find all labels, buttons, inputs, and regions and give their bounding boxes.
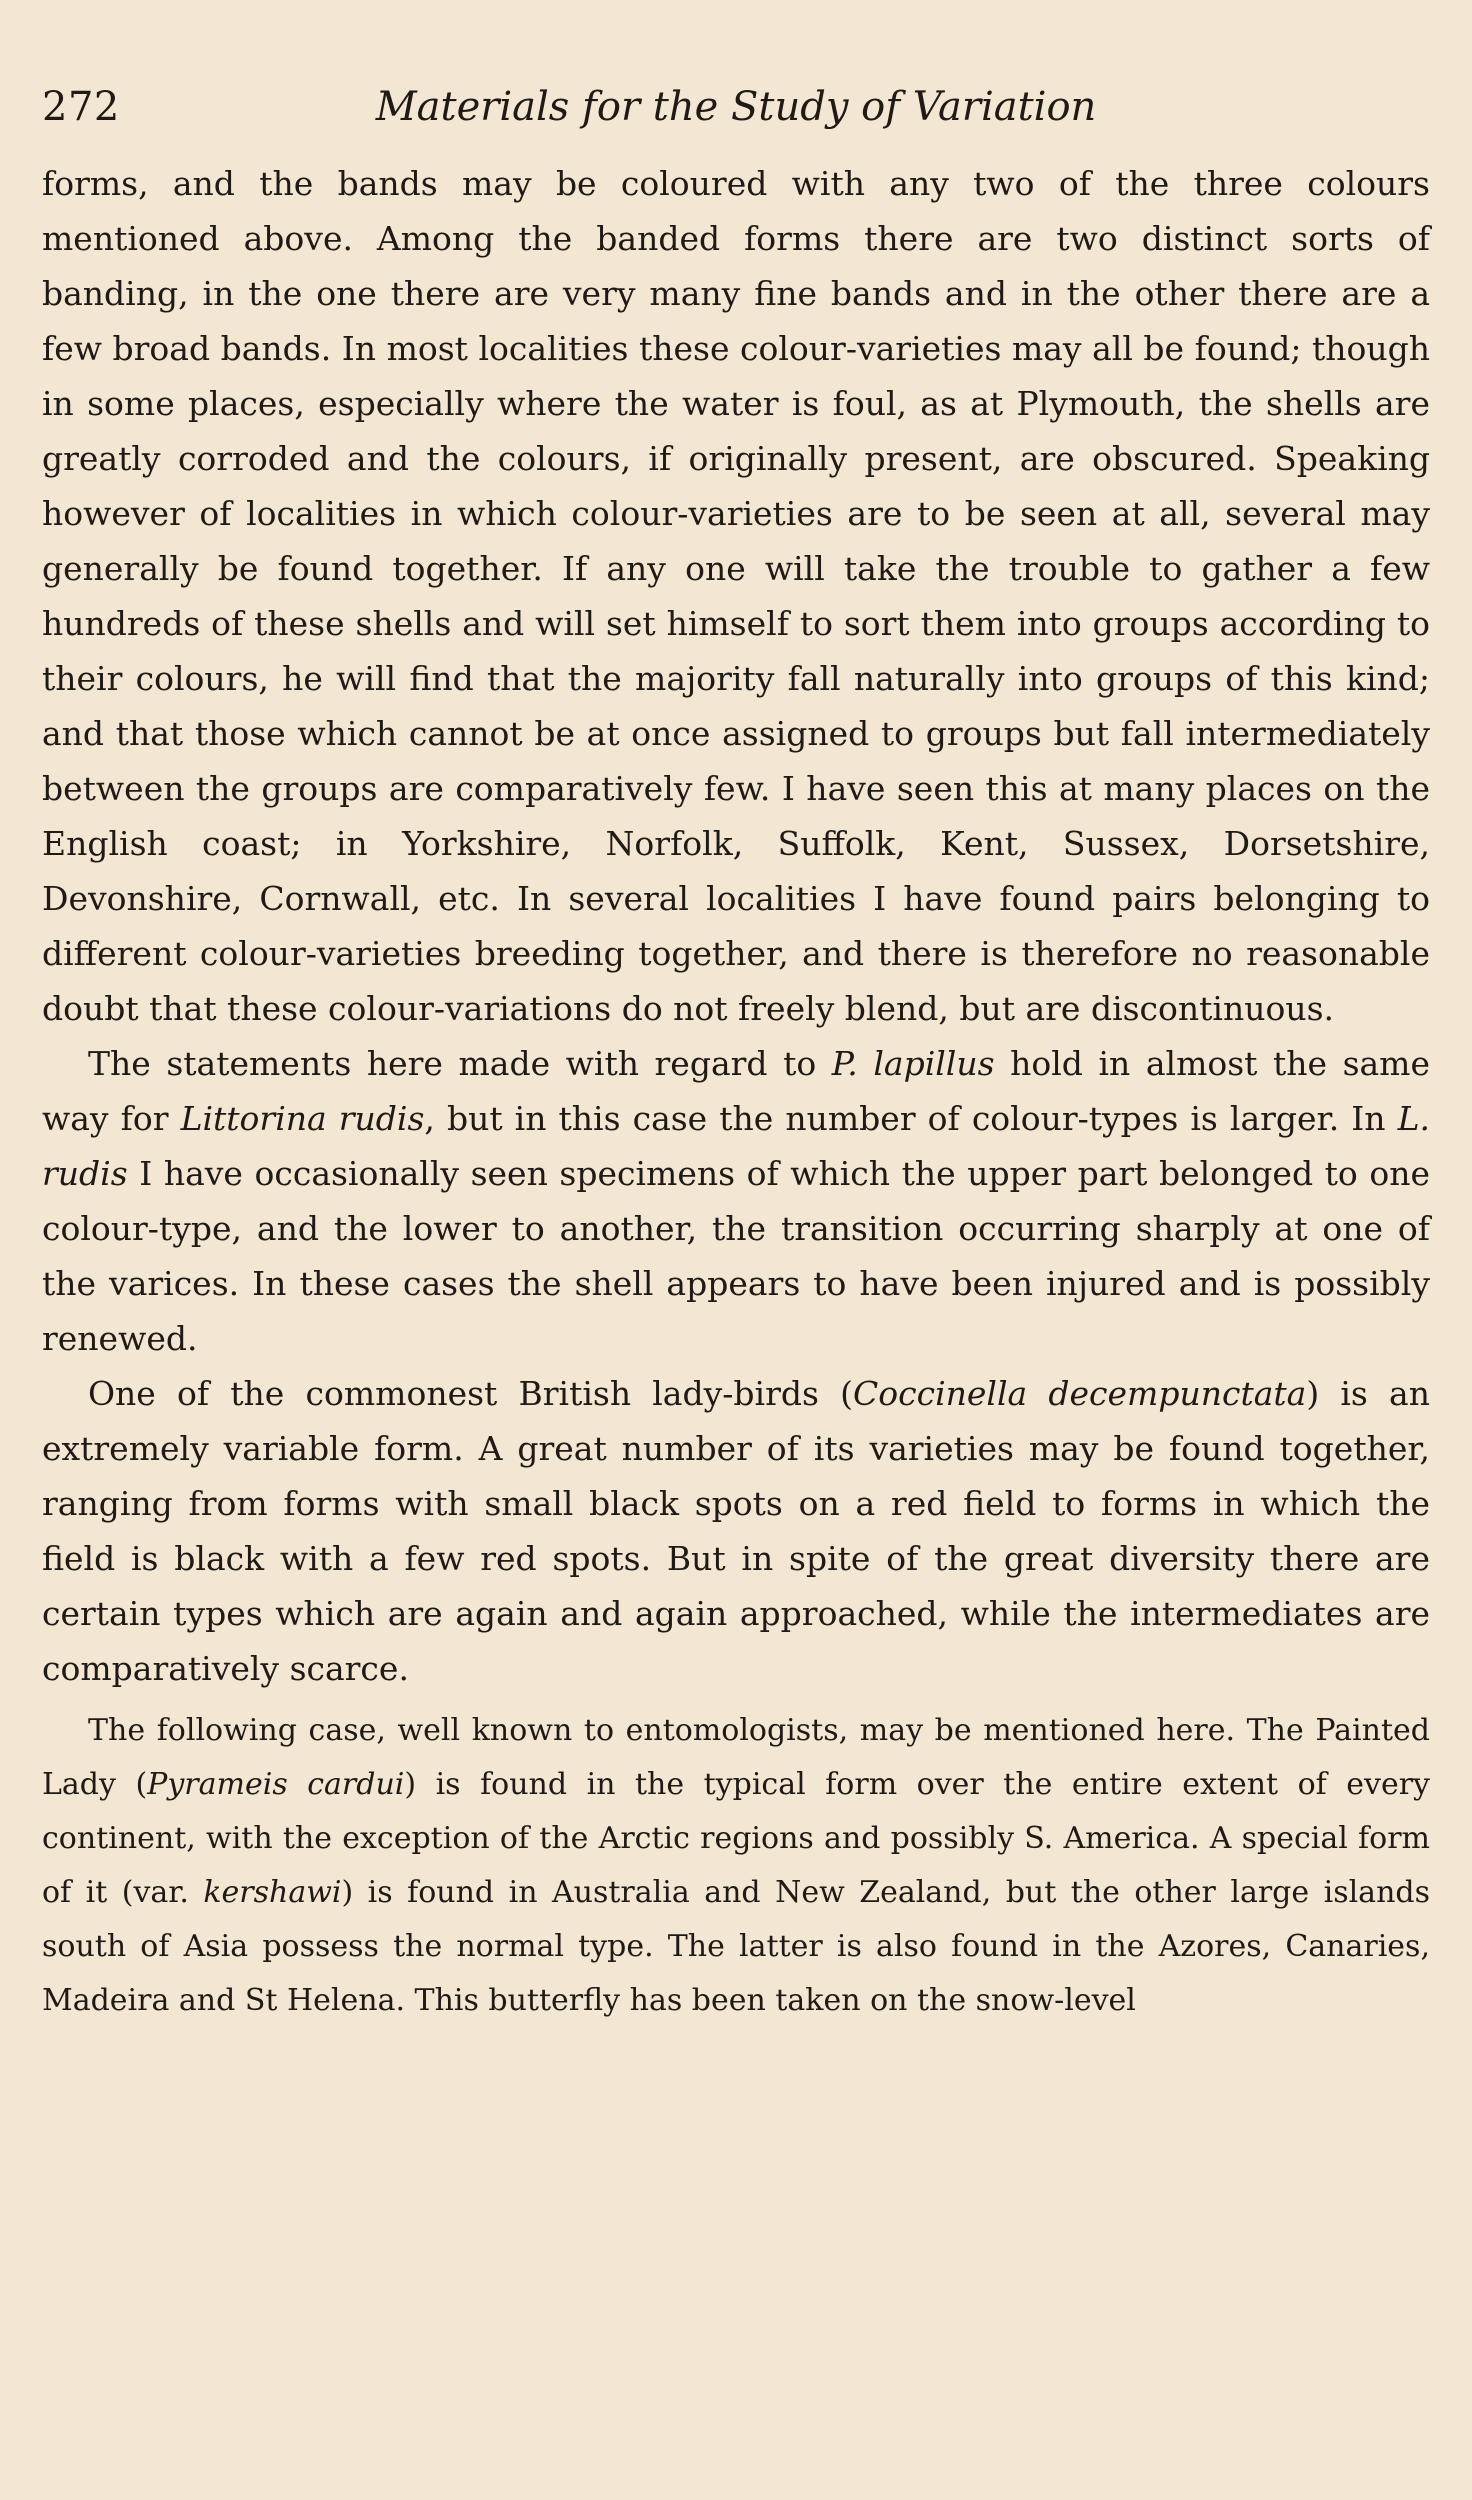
species-name: Coccinella decempunctata (852, 1374, 1307, 1413)
text-run: forms, and the bands may be coloured with any two of the three colours mentioned above. Among the banded forms there are two distinct sorts of banding, in the one there are very many fine bands and in the other there are a few broad bands. In most localities these colour-varieties may all be found; though in some places, especially where the water is foul, as at Plymouth, the shells are greatly corroded and the colours, if originally present, are obscured. Speaking however of localities in which colour-varieties are to be seen at all, several may generally be found together. If any one will take the trouble to gather a few hundreds of these shells and will set himself to sort them into groups according to their colours, he will find that the majority fall naturally into groups of this kind; and that those which cannot be at once assigned to groups but fall intermediately between the groups are comparatively few. I have seen this at many places on the English coast; in Yorkshire, Norfolk, Suffolk, Kent, Sussex, Dorsetshire, Devonshire, Cornwall, etc. In several localities I have found pairs belonging to different colour-varieties breeding together, and there is therefore no reasonable doubt that these colour-variations do not freely blend, but are discontinuous. (42, 164, 1430, 1028)
text-run: ) is an extremely variable form. A great number of its varieties may be found together, ranging from forms with small black spots on a red field to forms in which the field is black with a few red spots. But in spite of the great diversity there are certain types which are again and again approached, while the intermediates are comparatively scarce. (42, 1374, 1430, 1688)
species-name: L. rudis (42, 1099, 1431, 1193)
text-run: The following case, well known to entomologists, may be mentioned here. The Painted Lady ( (42, 1713, 1430, 1802)
species-name: P. lapillus (831, 1044, 995, 1083)
running-head (42, 82, 1430, 152)
text-run: hold in almost the same way for (42, 1044, 1431, 1138)
text-run: ) is found in the typical form over the entire extent of every continent, with the exception of the Arctic regions and possibly S. America. A special form of it (var. (42, 1767, 1430, 1910)
paragraph-lady-birds (42, 1366, 1430, 1696)
text-run: The statements here made with regard to (88, 1044, 832, 1083)
text-run: One of the commonest British lady-birds ( (88, 1374, 853, 1413)
species-name: Littorina rudis (180, 1099, 425, 1138)
text-run: ) is found in Australia and New Zealand, but the other large islands south of Asia possess the normal type. The latter is also found in the Azores, Canaries, Madeira and St Helena. This butterfly has been taken on the snow-level (42, 1875, 1430, 2018)
paragraph-colour-varieties (42, 156, 1430, 1036)
running-title: Materials for the Study of Variation (375, 84, 1097, 130)
variety-name: kershawi (203, 1875, 342, 1910)
paragraph-littorina (42, 1036, 1430, 1366)
page-number: 272 (42, 84, 120, 130)
species-name: Pyrameis cardui (147, 1767, 405, 1802)
paragraph-painted-lady (42, 1704, 1430, 2028)
text-run: I have occasionally seen specimens of which the upper part belonged to one colour-type, and the lower to another, the transition occurring sharply at one of the varices. In these cases the shell appears to have been injured and is possibly renewed. (42, 1154, 1430, 1358)
text-run: , but in this case the number of colour-types is larger. In (424, 1099, 1398, 1138)
